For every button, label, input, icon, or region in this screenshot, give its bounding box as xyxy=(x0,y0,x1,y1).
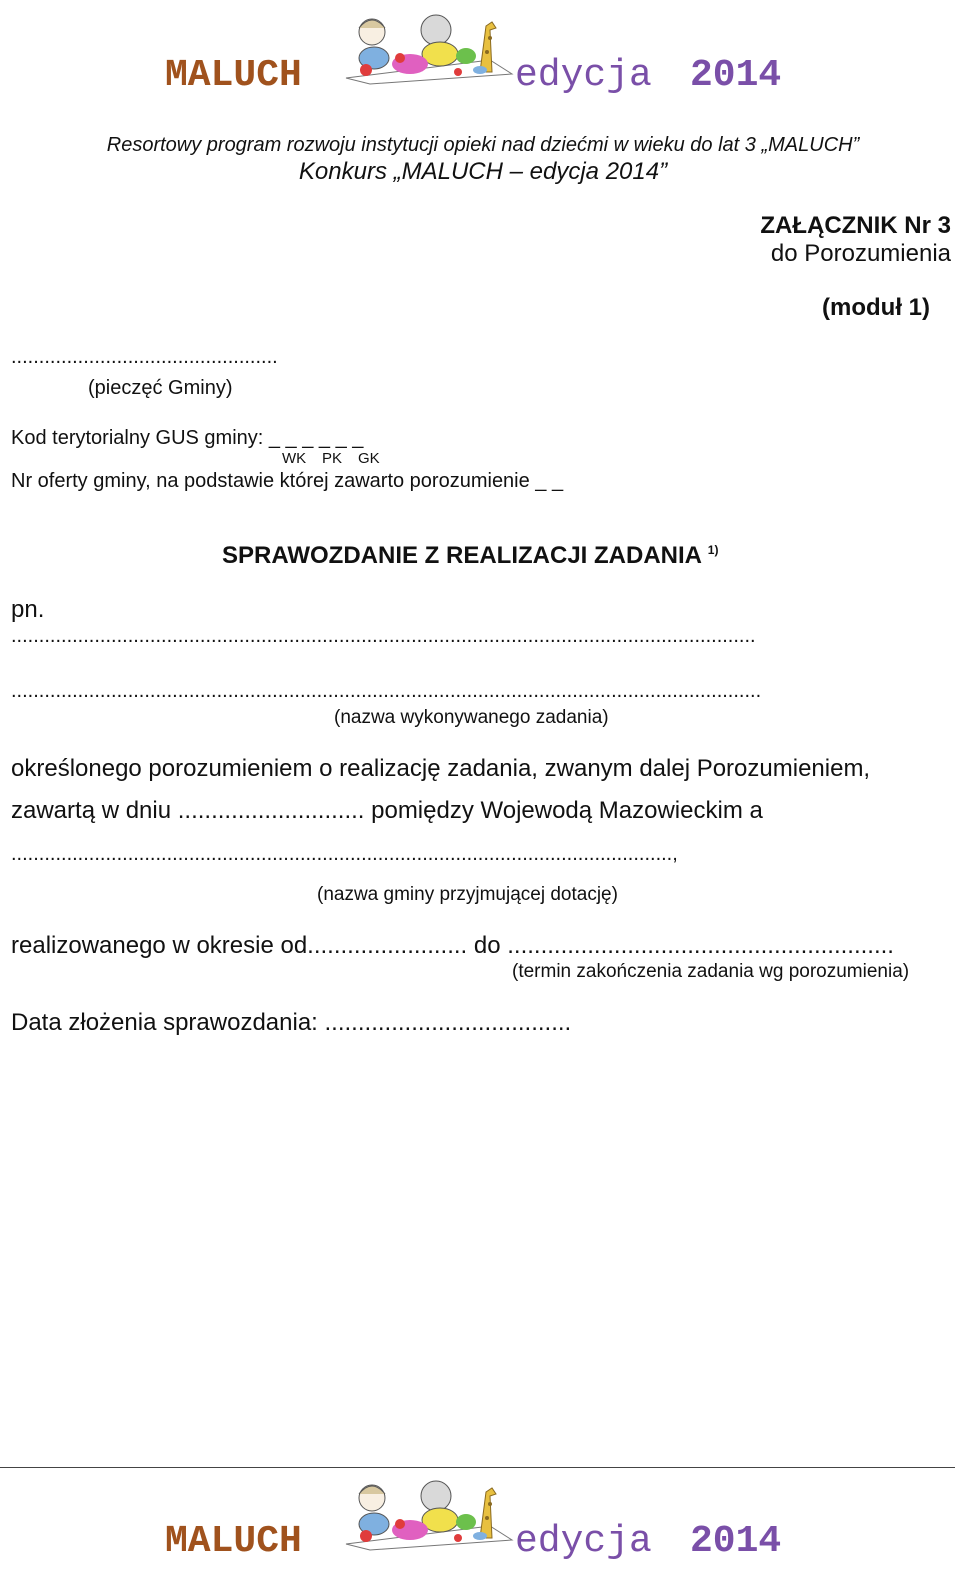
children-illustration-icon xyxy=(340,8,520,86)
gmina-dots-line: ......................................................................................................................., xyxy=(11,843,678,865)
gus-wk-label: WK xyxy=(282,450,307,467)
footer-logo-maluch-text: MALUCH xyxy=(165,1520,302,1563)
annex-subtitle: do Porozumienia xyxy=(770,240,951,267)
offer-number-label: Nr oferty gminy, na podstawie której zawarto porozumienie _ _ xyxy=(11,470,564,492)
agreement-line-2: zawartą w dniu ............................ pomiędzy Wojewodą Mazowieckim a xyxy=(11,797,763,824)
report-title xyxy=(222,542,718,570)
report-date-line: Data złożenia sprawozdania: ..................................... xyxy=(11,1009,572,1036)
agreement-line-1: określonego porozumieniem o realizację zadania, zwanym dalej Porozumieniem, xyxy=(11,755,871,782)
footer-logo-edycja-text: edycja xyxy=(515,1520,652,1563)
logo-year-text: 2014 xyxy=(690,54,782,97)
report-title-text: SPRAWOZDANIE Z REALIZACJI ZADANIA xyxy=(222,542,702,569)
logo-edycja-text: edycja xyxy=(515,54,652,97)
task-dots-line-2: ....................................................................................................................................... xyxy=(11,680,762,702)
gmina-caption: (nazwa gminy przyjmującej dotację) xyxy=(317,884,618,905)
logo-maluch-text: MALUCH xyxy=(165,54,302,97)
gus-gk-label: GK xyxy=(358,450,380,467)
task-dots-line-1: ...................................................................................................................................... xyxy=(11,625,756,647)
contest-title: Konkurs „MALUCH – edycja 2014” xyxy=(298,158,668,185)
task-caption: (nazwa wykonywanego zadania) xyxy=(334,707,609,728)
footer-logo-year-text: 2014 xyxy=(690,1520,782,1563)
task-prefix: pn. xyxy=(11,596,45,623)
report-footnote-marker: 1) xyxy=(707,543,719,557)
gus-pk-label: PK xyxy=(322,450,343,467)
stamp-label: (pieczęć Gminy) xyxy=(88,377,233,399)
gus-code-label: Kod terytorialny GUS gminy: _ _ _ _ _ _ xyxy=(11,427,364,449)
stamp-dots: ................................................ xyxy=(11,346,278,368)
program-title: Resortowy program rozwoju instytucji opieki nad dziećmi w wieku do lat 3 „MALUCH” xyxy=(106,134,860,156)
period-caption: (termin zakończenia zadania wg porozumienia) xyxy=(512,961,910,982)
annex-title: ZAŁĄCZNIK Nr 3 xyxy=(760,212,951,239)
footer-divider xyxy=(0,1467,955,1468)
period-line: realizowanego w okresie od........................ do .......................................................... xyxy=(11,932,894,959)
footer-children-illustration-icon xyxy=(340,1474,520,1552)
module-label: (moduł 1) xyxy=(822,294,930,321)
